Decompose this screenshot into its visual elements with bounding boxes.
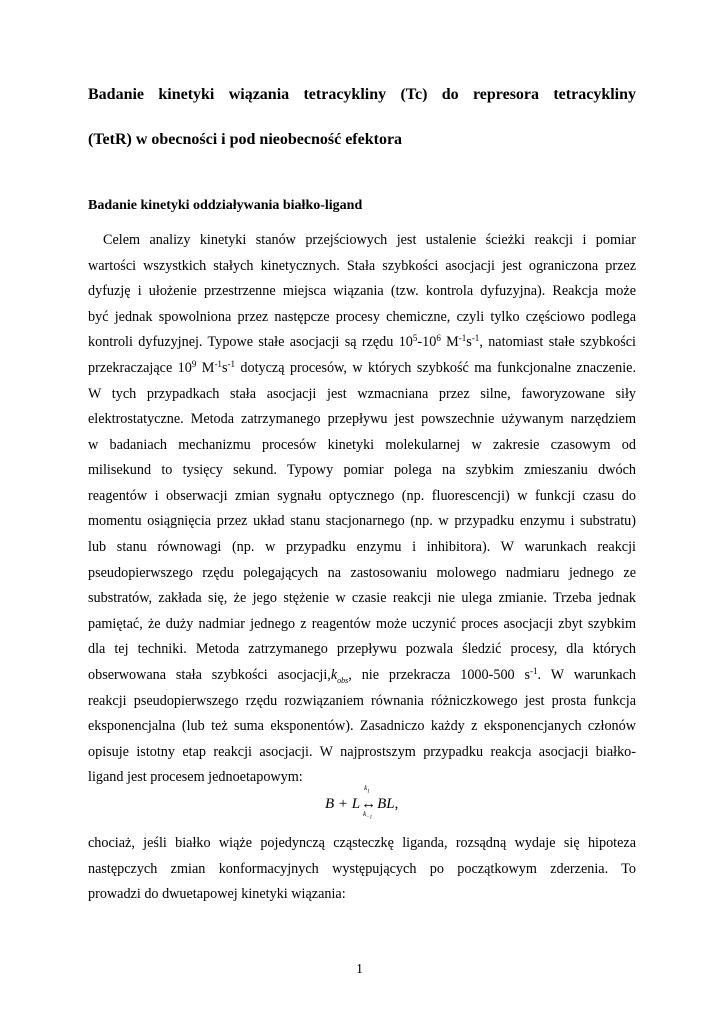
text-run: M [196,360,215,376]
text-run: przekraczające 10 [88,360,192,376]
k-letter: k [363,810,367,818]
paragraph-line: lub stanu równowagi (np. w przypadku enzymu i inhibitora). W warunkach reakcji [88,539,636,555]
text-run: s [221,360,228,376]
k-obs-symbol [331,667,348,683]
paragraph-line: momentu osiągnięcia przez układ stanu stacjonarnego (np. w przypadku enzymu i substratu) [88,513,636,529]
paragraph-line: Celem analizy kinetyki stanów przejściowych jest ustalenie ścieżki reakcji i pomiar [103,232,636,248]
paragraph-line: dla tej techniki. Metoda zatrzymanego przepływu pozwala śledzić procesy, dla których [88,641,636,657]
arrow-glyph: ↔ [361,796,377,812]
equilibrium-arrow-icon [361,784,377,821]
text-run: obserwowana stała szybkości asocjacji, [88,667,331,683]
text-run: -10 [417,334,437,350]
paragraph-line: reagentów i obserwacji zmian sygnału optycznego (np. fluorescencji) w funkcji czasu do [88,488,636,504]
k-subscript: 1 [367,789,370,795]
product: BL [377,796,395,812]
paragraph-line: prowadzi do dwuetapowej kinetyki wiązania: [88,886,346,902]
superscript: 5 [412,333,418,343]
paragraph-line: pamiętać, że duży nadmiar jednego z reagentów może uczynić proces asocjacji zbyt szybkim [88,616,636,632]
reaction-equation [325,784,399,821]
reactants: B + L [325,796,361,812]
reverse-rate-constant [363,810,372,820]
page-number: 1 [356,962,363,977]
text-run: dotyczą procesów, w których szybkość ma funkcjonalne znaczenie. [234,360,636,376]
superscript: 9 [191,359,197,369]
superscript: -1 [458,333,467,343]
document-title-line-2: (TetR) w obecności i pod nieobecność efektora [88,131,403,148]
k-subscript: −1 [366,815,373,821]
document-title-line-1: Badanie kinetyki wiązania tetracykliny (Tc) do represora tetracykliny [88,86,636,103]
text-run: , nie przekracza 1000-500 s [348,667,531,683]
section-heading: Badanie kinetyki oddziaływania białko-ligand [88,198,363,213]
superscript: -1 [471,333,480,343]
paragraph-line: elektrostatyczne. Metoda zatrzymanego przepływu jest powszechnie używanym narzędziem [88,411,636,427]
paragraph-line: milisekund to tysięcy sekund. Typowy pomiar polega na szybkim zmieszaniu dwóch [88,462,636,478]
k-letter: k [364,784,368,792]
text-run: kontroli dyfuzyjnej. Typowe stałe asocjacji są rzędu 10 [88,334,413,350]
paragraph-line: dyfuzję i ułożenie przestrzenne miejsca wiązania (tzw. kontrola dyfuzyjna). Reakcja może [88,283,636,299]
paragraph-line: ligand jest procesem jednoetapowym: [88,769,303,785]
paragraph-line: w badaniach mechanizmu procesów kinetyki molekularnej w zakresie czasowym od [88,437,636,453]
paragraph-line: wartości wszystkich stałych kinetycznych. Stała szybkości asocjacji jest ograniczona przez [88,258,636,274]
paragraph-line-with-kobs [88,667,636,685]
formula-comma: , [394,796,399,812]
obs-subscript: obs [337,675,349,685]
superscript: -1 [530,666,538,676]
paragraph-line-with-exponents [88,334,636,351]
superscript: -1 [227,359,235,369]
paragraph-line-with-exponents [88,360,636,377]
paragraph-line: chociaż, jeśli białko wiąże pojedynczą cząsteczkę liganda, rozsądną wydaje się hipoteza [88,835,636,851]
text-run: , natomiast stałe szybkości [479,334,636,350]
k-letter: k [330,667,338,683]
text-run: s [466,334,472,350]
superscript: -1 [214,359,222,369]
paragraph-line: W tych przypadkach stała asocjacji jest wzmacniana przez silne, faworyzowane siły [88,386,636,402]
paragraph-line: pseudopierwszego rzędu polegających na zastosowaniu molowego nadmiaru jednego ze [88,565,636,581]
paragraph-line: substratów, zakłada się, że jego stężenie w czasie reakcji nie ulega zmianie. Trzeba jednak [88,590,636,606]
text-run: M [440,334,459,350]
forward-rate-constant [364,784,370,794]
paragraph-line: opisuje istotny etap reakcji asocjacji. W najprostszym przypadku reakcja asocjacji białko- [88,744,636,760]
superscript: 6 [436,333,441,343]
paragraph-line: eksponencjalna (lub też suma eksponentów). Zasadniczo każdy z eksponencjanych członów [88,718,636,734]
text-run: . W warunkach [537,667,636,683]
paragraph-line: następczych zmian konformacyjnych występujących po początkowym zderzenia. To [88,861,636,877]
paragraph-line: być jednak spowolniona przez następcze procesy chemiczne, czyli tylko częściowo podlega [88,309,636,325]
paragraph-line: reakcji pseudopierwszego rzędu rozwiązaniem równania różniczkowego jest prosta funkcja [88,693,636,709]
